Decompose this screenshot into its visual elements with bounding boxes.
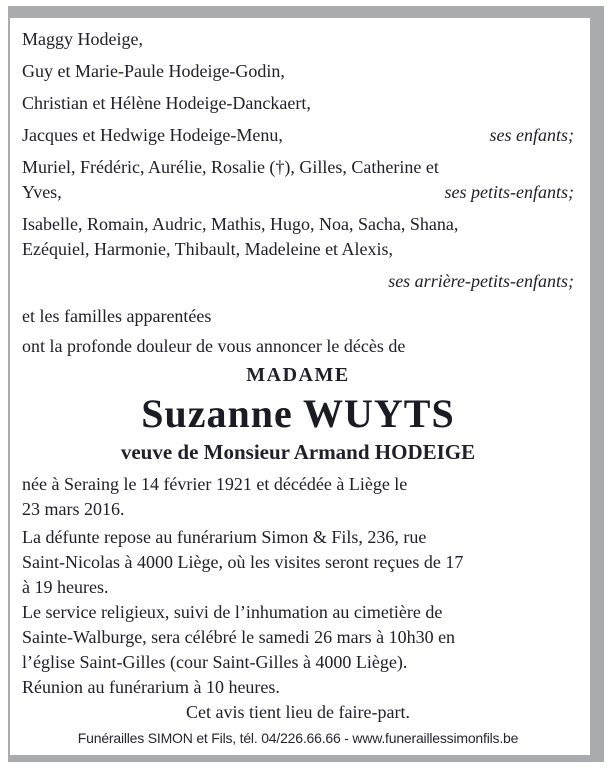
grandchildren-line-with-label <box>22 180 574 205</box>
paragraph-line: à 19 heures. <box>22 577 109 597</box>
scan-frame-border <box>8 6 604 762</box>
paragraph-line: Saint-Nicolas à 4000 Liège, où les visites seront reçues de 17 <box>22 552 464 572</box>
children-line: Christian et Hélène Hodeige-Danckaert, <box>22 93 311 113</box>
paragraph-line: La défunte repose au funérarium Simon & Fils, 236, rue <box>22 527 427 547</box>
related-families-line: et les familles apparentées <box>22 306 212 326</box>
funeral-home-footer: Funérailles SIMON et Fils, tél. 04/226.66.66 - www.funeraillessimonfils.be <box>77 730 519 746</box>
closing-line: Cet avis tient lieu de faire-part. <box>186 702 410 722</box>
paragraph-line: Le service religieux, suivi de l’inhumation au cimetière de <box>22 602 443 622</box>
paragraph-line: née à Seraing le 14 février 1921 et décédée à Liège le <box>22 474 408 494</box>
birth-death-paragraph <box>22 472 574 522</box>
grandchildren-line: Yves, <box>22 182 62 202</box>
announcement-line: ont la profonde douleur de vous annoncer le décès de <box>22 336 406 356</box>
great-grandchildren-line: Isabelle, Romain, Audric, Mathis, Hugo, Noa, Sacha, Shana, <box>22 214 459 234</box>
widow-of-line: veuve de Monsieur Armand HODEIGE <box>120 440 476 464</box>
grandchildren-relation-label: ses petits-enfants; <box>444 182 574 202</box>
children-line: Jacques et Hedwige Hodeige-Menu, <box>22 125 283 145</box>
honorific-title: MADAME <box>246 364 350 386</box>
paragraph-line: 23 mars 2016. <box>22 499 125 519</box>
funeral-home-paragraph <box>22 525 574 600</box>
paragraph-line: l’église Saint-Gilles (cour Saint-Gilles à 4000 Liège). <box>22 652 408 672</box>
children-line-with-label <box>22 123 574 148</box>
children-line: Maggy Hodeige, <box>22 29 143 49</box>
deceased-name: Suzanne WUYTS <box>141 391 455 436</box>
paragraph-line: Réunion au funérarium à 10 heures. <box>22 677 280 697</box>
notice-sheet <box>10 18 590 755</box>
service-paragraph <box>22 600 574 675</box>
great-grandchildren-relation-label: ses arrière-petits-enfants; <box>388 271 574 291</box>
children-relation-label: ses enfants; <box>489 125 574 145</box>
grandchildren-line: Muriel, Frédéric, Aurélie, Rosalie (†), Gilles, Catherine et <box>22 157 439 177</box>
paragraph-line: Sainte-Walburge, sera célébré le samedi 26 mars à 10h30 en <box>22 627 456 647</box>
children-line: Guy et Marie-Paule Hodeige-Godin, <box>22 61 285 81</box>
great-grandchildren-line: Ezéquiel, Harmonie, Thibault, Madeleine et Alexis, <box>22 239 394 259</box>
reunion-paragraph <box>22 675 574 700</box>
